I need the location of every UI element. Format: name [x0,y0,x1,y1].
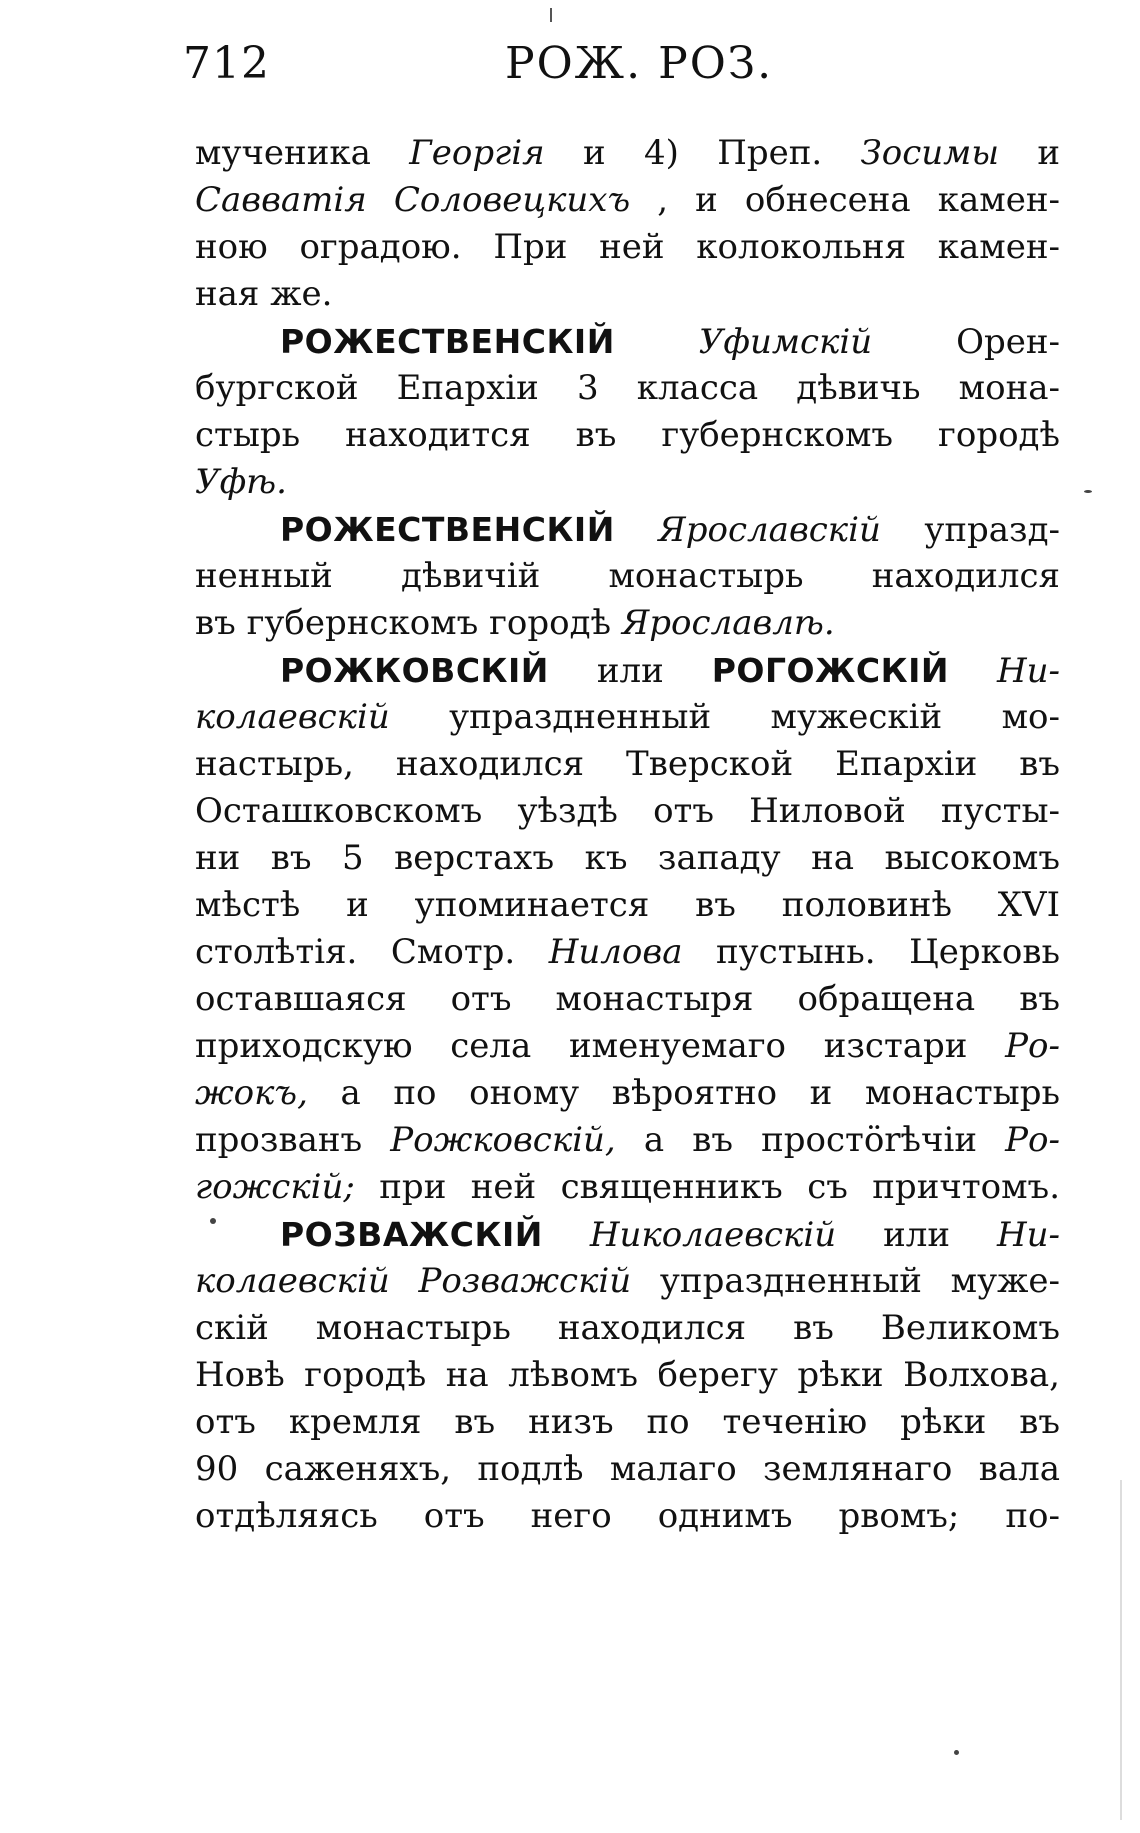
text-line [195,318,1060,365]
line-text: Орен- [872,322,1060,362]
line-text: ненный дѣвичій монастырь находился [195,556,1060,596]
line-text: отдѣляясь отъ него однимъ рвомъ; по- [195,1496,1060,1536]
line-text: при ней священникъ съ причтомъ. [354,1167,1060,1207]
scan-mark [1120,1480,1122,1820]
text-line [195,1352,1060,1399]
line-text: Осташковскомъ уѣздѣ отъ Ниловой пусты- [195,791,1060,831]
italic-text: Николаевскій [589,1215,837,1255]
scan-speck [954,1750,959,1755]
text-line [195,1305,1060,1352]
text-line [195,600,1060,647]
italic-text: Уфимскій [698,322,873,362]
text-line [195,1211,1060,1258]
line-text: Новѣ городѣ на лѣвомъ берегу рѣки Волхова, [195,1355,1060,1395]
line-text: въ губернскомъ городѣ [195,603,622,643]
line-text: упраздненный мужескій мо- [389,697,1060,737]
line-text: бургской Епархіи 3 класса дѣвичь мона- [195,368,1060,408]
entry-headword: РОГОЖСКІЙ [711,651,950,690]
text-line [195,647,1060,694]
line-text: пустынь. Церковь [682,932,1060,972]
scan-mark [550,8,552,22]
italic-text: Ярославлѣ. [621,603,835,643]
line-text [615,322,699,362]
line-text: ни въ 5 верстахъ къ западу на высокомъ [195,838,1060,878]
text-line [195,741,1060,788]
scan-speck [1084,490,1092,493]
italic-text: гожскій; [195,1167,355,1207]
line-text: а въ простörѣчіи [615,1120,1006,1160]
italic-text: Уфѣ. [195,462,287,502]
text-line [195,506,1060,553]
line-text: а по оному вѣроятно и монастырь [307,1073,1060,1113]
entry-headword: РОЖКОВСКІЙ [280,651,549,690]
line-text [615,510,658,550]
italic-text: жокъ, [195,1073,308,1113]
line-text: отъ кремля въ низъ по теченію рѣки въ [195,1402,1060,1442]
running-head: РОЖ. РОЗ. [505,38,774,89]
text-line [195,271,1060,318]
text-line [195,1070,1060,1117]
italic-text: Георгія [409,133,545,173]
line-text: приходскую села именуемаго изстари [195,1026,1006,1066]
scan-speck [210,1218,216,1224]
text-line [195,1164,1060,1211]
italic-text: Зосимы [860,133,1000,173]
text-line [195,1399,1060,1446]
text-line [195,835,1060,882]
line-text: прозванъ [195,1120,391,1160]
page-number: 712 [183,38,270,89]
line-text: и 4) Преп. [544,133,861,173]
text-line [195,130,1060,177]
line-text: или [836,1215,997,1255]
line-text: настырь, находился Тверской Епархіи въ [195,744,1060,784]
text-line [195,224,1060,271]
line-text: упраздненный муже- [631,1261,1060,1301]
text-line [195,788,1060,835]
text-line [195,365,1060,412]
text-line [195,412,1060,459]
italic-text: Савватія Соловецкихъ [195,180,631,220]
text-line [195,1117,1060,1164]
italic-text: Ро- [1005,1026,1060,1066]
italic-text: Ни- [996,651,1060,691]
text-line [195,177,1060,224]
text-line [195,1023,1060,1070]
line-text: или [548,651,712,691]
text-line [195,1493,1060,1540]
italic-text: колаевскій [195,697,390,737]
line-text: упразд- [880,510,1060,550]
line-text: оставшаяся отъ монастыря обращена въ [195,979,1060,1019]
text-line [195,459,1060,506]
line-text: и [999,133,1060,173]
line-text [543,1215,590,1255]
line-text: ная же. [195,274,333,314]
line-text: , и обнесена камен- [630,180,1060,220]
line-text: скій монастырь находился въ Великомъ [195,1308,1060,1348]
text-line [195,694,1060,741]
body-text [195,130,1060,1540]
line-text: ною оградою. При ней колокольня камен- [195,227,1060,267]
text-line [195,1258,1060,1305]
text-line [195,1446,1060,1493]
text-line [195,553,1060,600]
text-line [195,882,1060,929]
entry-headword: РОЗВАЖСКІЙ [280,1215,543,1254]
italic-text: Ярославскій [658,510,881,550]
text-line [195,976,1060,1023]
entry-headword: РОЖЕСТВЕНСКІЙ [280,510,615,549]
text-line [195,929,1060,976]
line-text [949,651,997,691]
entry-headword: РОЖЕСТВЕНСКІЙ [280,322,615,361]
line-text: мѣстѣ и упоминается въ половинѣ XVI [195,885,1060,925]
italic-text: Ро- [1005,1120,1060,1160]
italic-text: Нилова [548,932,683,972]
italic-text: Рожковскій, [390,1120,616,1160]
italic-text: Ни- [996,1215,1060,1255]
line-text: столѣтія. Смотр. [195,932,549,972]
line-text: стырь находится въ губернскомъ городѣ [195,415,1060,455]
italic-text: колаевскій Розважскій [195,1261,632,1301]
line-text: 90 саженяхъ, подлѣ малаго землянаго вала [195,1449,1060,1489]
line-text: мученика [195,133,410,173]
